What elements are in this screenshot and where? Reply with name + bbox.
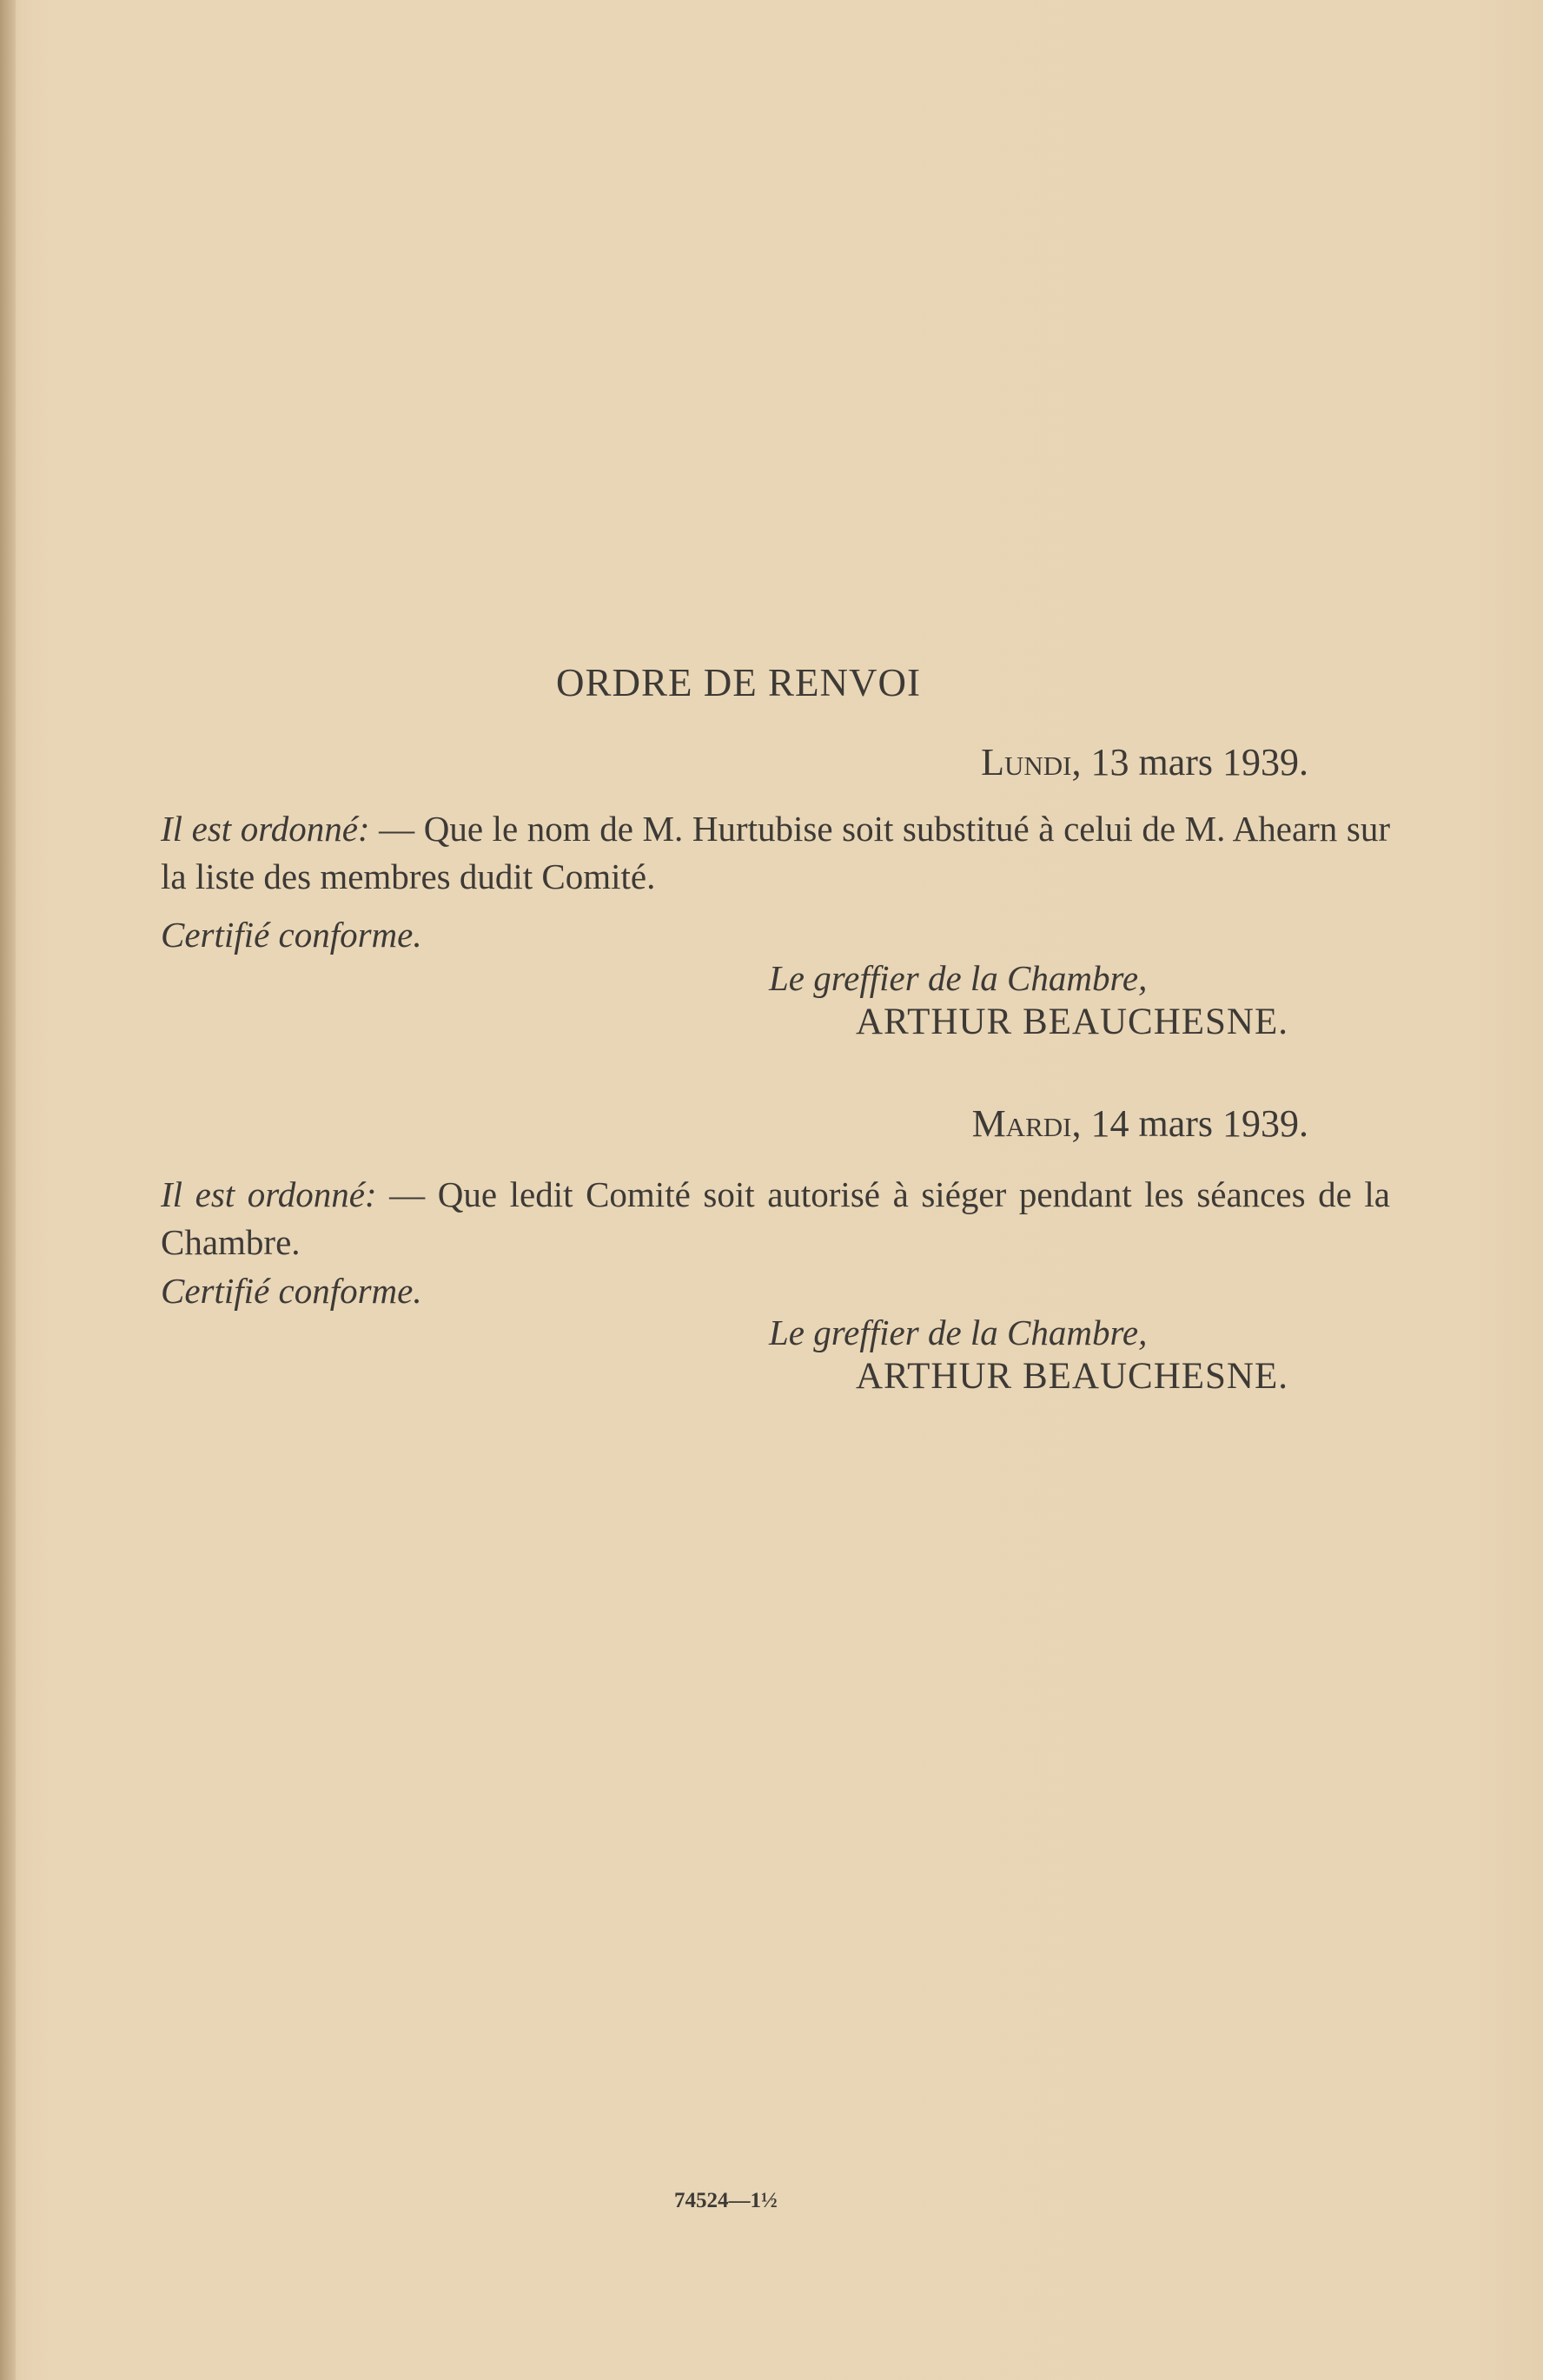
order-text-1: Que le nom de M. Hurtubise soit substitué à celui de M. Ahearn sur la liste des membres dudit Comité. [161,809,1390,896]
entry-weekday-1: Lundi [981,741,1072,783]
clerk-name-1: ARTHUR BEAUCHESNE. [856,1002,1288,1042]
certified-2: Certifié conforme. [161,1271,422,1311]
order-label-2: Il est ordonné: [161,1174,377,1214]
entry-date-rest-2: , 14 mars 1939. [1071,1102,1308,1145]
order-text-2: Que ledit Comité soit autorisé à siéger pendant les séances de la Chambre. [161,1174,1390,1262]
binding-edge [0,0,16,2380]
entry-date-rest-1: , 13 mars 1939. [1071,741,1308,783]
order-label-1: Il est ordonné: [161,809,370,849]
entry-weekday-2: Mardi [971,1102,1072,1145]
entry-date-1 [981,740,1308,784]
clerk-title-1: Le greffier de la Chambre, [769,958,1148,998]
order-paragraph-1: Il est ordonné: — Que le nom de M. Hurtubise soit substitué à celui de M. Ahearn sur la liste des membres dudit Comité. [161,809,1390,896]
order-paragraph-2: Il est ordonné: — Que ledit Comité soit autorisé à siéger pendant les séances de la Chambre. [161,1174,1390,1262]
entry-date-2 [972,1101,1308,1146]
print-code-footer: 74524—1½ [674,2189,778,2212]
clerk-name-2: ARTHUR BEAUCHESNE. [856,1356,1288,1397]
certified-1: Certifié conforme. [161,915,422,955]
clerk-title-2: Le greffier de la Chambre, [769,1312,1148,1352]
document-title: ORDRE DE RENVOI [556,661,921,704]
